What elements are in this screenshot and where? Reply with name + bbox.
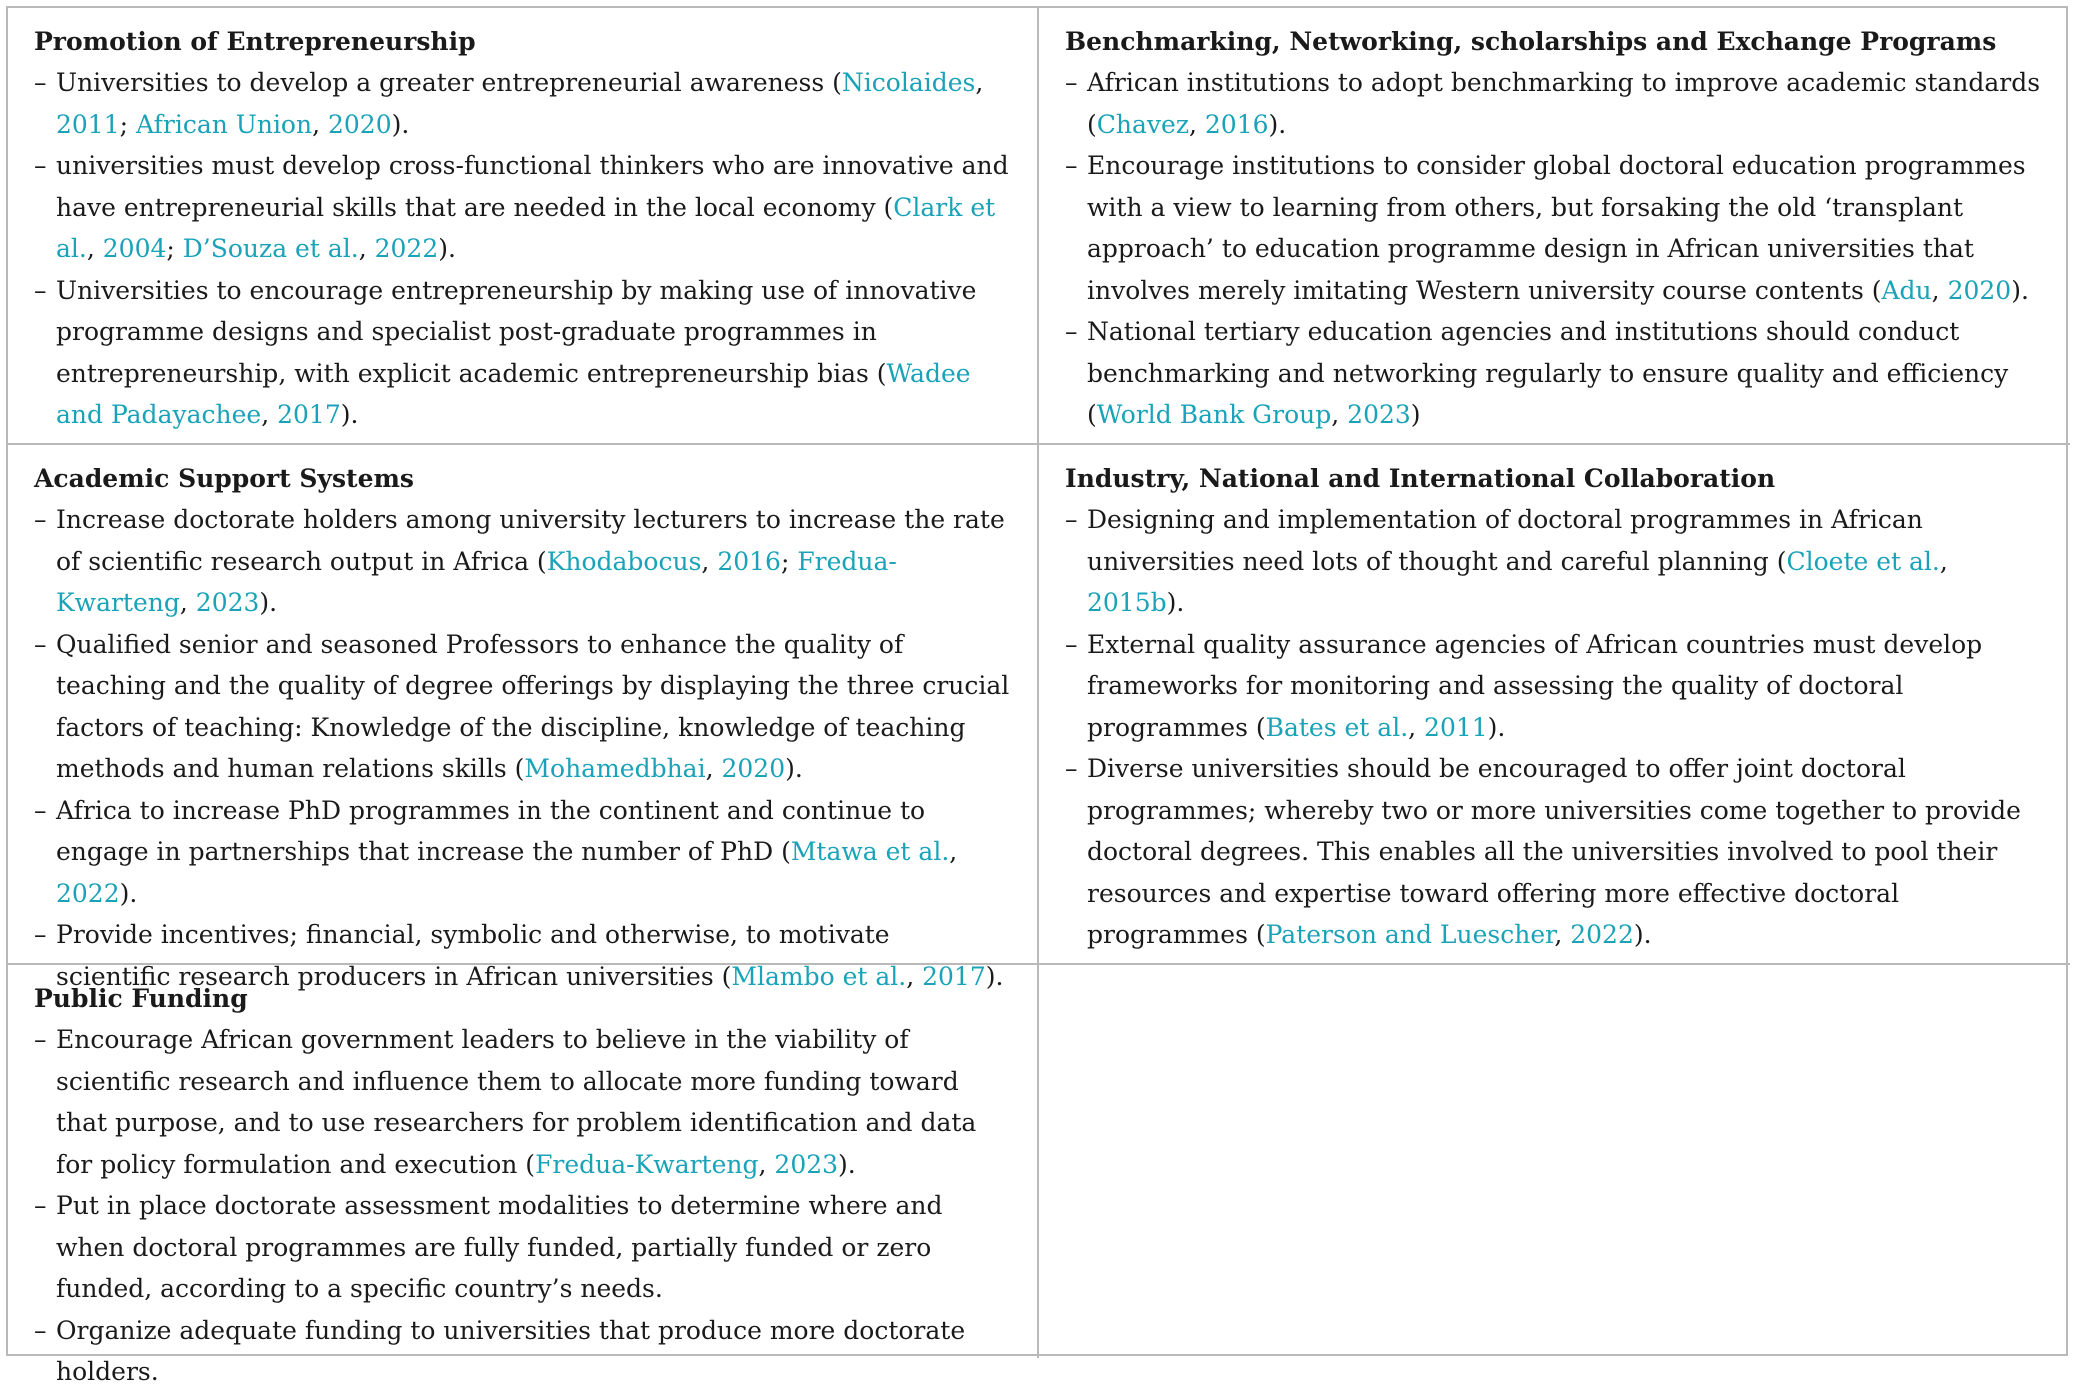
citation-link[interactable]: 2017 [277,400,341,429]
cell-heading: Benchmarking, Networking, scholarships and Exchange Programs [1065,27,1997,56]
citation-link[interactable]: 2016 [1204,109,1269,139]
bullet-text: ). [1166,588,1185,617]
dash-marker: – [34,275,47,305]
bullet-text: , [705,754,722,783]
bullet-item [34,1019,1011,1185]
citation-link[interactable]: 2016 [717,546,781,576]
bullet-item [34,62,1011,145]
dash-marker: – [1065,151,1078,180]
bullet-text: Universities to encourage entrepreneurship by making use of innovative programme designs and specialist post-graduate programmes in entrepreneurship, with explicit academic entrepreneurship bias ( [56,275,977,388]
citation-link[interactable]: 2020 [328,109,392,139]
cell-empty [1039,965,2070,1358]
bullet-text: ). [259,588,278,617]
bullet-list [1065,499,2044,956]
citation-link[interactable]: Bates et al. [1265,712,1409,742]
bullet-text: , [1408,712,1425,742]
citation-link[interactable]: Mlambo et al. [731,961,907,991]
bullet-text: Increase doctorate holders among university lecturers to increase the rate of scientific research output in Africa ( [56,505,1005,576]
citation-link[interactable]: Chavez [1096,109,1189,139]
bullet-item [34,270,1011,436]
citation-link[interactable]: 2023 [195,588,260,617]
bullet-item [1065,748,2044,956]
bullet-text: , [1939,546,1948,576]
bullet-item [1065,499,2044,624]
citation-link[interactable]: Fredua-Kwarteng [56,546,897,617]
bullet-item [1065,145,2044,311]
bullet-text: ). [838,1149,856,1179]
bullet-text: Diverse universities should be encouraged to offer joint doctoral programmes; whereby two or more universities come together to provide doctoral degrees. This enables all the universities involved to pool their resources and expertise toward offering more effective doctoral programmes ( [1087,754,2021,949]
citation-link[interactable]: Mohamedbhai [524,754,706,783]
bullet-text: , [312,109,328,139]
citation-link[interactable]: World Bank Group [1096,400,1332,429]
bullet-text: , [86,234,103,263]
bullet-text: , [1331,400,1348,429]
citation-link[interactable]: 2022 [56,878,120,908]
bullet-text: Universities to develop a greater entrepreneurial awareness ( [56,68,842,97]
bullet-text: ). [2011,275,2029,305]
citation-link[interactable]: Clark et al. [56,192,996,263]
citation-link[interactable]: 2022 [374,234,439,263]
cell-heading: Public Funding [34,984,248,1013]
dash-marker: – [1065,505,1078,534]
bullet-text: , [906,961,923,991]
bullet-item [34,624,1011,790]
dash-marker: – [34,920,47,949]
bullet-list [34,499,1011,997]
citation-link[interactable]: 2015b [1087,588,1167,617]
bullet-text: ; [119,109,136,139]
bullet-text: , [261,400,278,429]
dash-marker: – [34,629,47,659]
bullet-text: External quality assurance agencies of African countries must develop frameworks for monitoring and assessing the quality of doctoral programmes ( [1087,629,1983,742]
dash-marker: – [34,505,47,534]
bullet-text: , [1931,275,1948,305]
bullet-text: , [1554,920,1571,949]
bullet-item [34,1310,1011,1393]
cell-public-funding [8,965,1039,1386]
bullet-text: , [758,1149,775,1179]
bullet-text: ; [166,234,183,263]
citation-link[interactable]: Cloete et al. [1786,546,1940,576]
citation-link[interactable]: 2023 [1347,400,1411,429]
cell-benchmarking-networking [1039,8,2070,445]
citation-link[interactable]: Mtawa et al. [790,837,950,866]
bullet-text: , [1189,109,1205,139]
citation-link[interactable]: African Union [136,109,313,139]
dash-marker: – [34,1025,47,1054]
citation-link[interactable]: D’Souza et al. [182,234,359,263]
cell-academic-support-systems [8,445,1039,991]
bullet-text: Put in place doctorate assessment modalities to determine where and when doctoral programmes are fully funded, partially funded or zero funded, according to a specific country’s needs. [56,1191,943,1303]
dash-marker: – [1065,68,1078,97]
citation-link[interactable]: Khodabocus [546,546,702,576]
bullet-text: , [949,837,958,866]
bullet-text: ). [391,109,410,139]
citation-link[interactable]: Adu [1881,275,1932,305]
bullet-item [34,790,1011,915]
citation-link[interactable]: 2004 [102,234,167,263]
bullet-text: Africa to increase PhD programmes in the continent and continue to engage in partnerships that increase the number of PhD ( [56,795,926,866]
cell-heading: Academic Support Systems [34,464,415,493]
bullet-item [1065,311,2044,436]
bullet-text: universities must develop cross-functional thinkers who are innovative and have entrepreneurial skills that are needed in the local economy ( [56,151,1009,222]
dash-marker: – [34,151,47,180]
cell-promotion-of-entrepreneurship [8,8,1039,445]
dash-marker: – [1065,317,1078,346]
citation-link[interactable]: 2022 [1570,920,1634,949]
bullet-item [34,145,1011,270]
citation-link[interactable]: 2011 [1424,712,1488,742]
citation-link[interactable]: Paterson and Luescher [1265,920,1555,949]
citation-link[interactable]: 2023 [774,1149,839,1179]
bullet-item [1065,624,2044,749]
bullet-text: Encourage institutions to consider global doctoral education programmes with a view to learning from others, but forsaking the old ‘transplant approach’ to education programme design in African universities that involves merely imitating Western university course contents ( [1087,151,2026,305]
bullet-text: National tertiary education agencies and institutions should conduct benchmarking and networking regularly to ensure quality and efficiency ( [1087,317,2009,429]
cell-industry-collaboration [1039,445,2070,965]
cell-heading: Promotion of Entrepreneurship [34,27,476,56]
dash-marker: – [34,795,47,825]
citation-link[interactable]: Fredua-Kwarteng [535,1149,759,1179]
dash-marker: – [34,68,47,97]
citation-link[interactable]: 2020 [1947,275,2012,305]
bullet-item [1065,62,2044,145]
bullet-text: ). [340,400,359,429]
bullet-list [34,1019,1011,1393]
recommendations-table [6,6,2068,1386]
bullet-text: ). [785,754,803,783]
bullet-text: , [179,588,196,617]
dash-marker: – [1065,754,1078,783]
bullet-text: ) [1410,400,1421,429]
bullet-text: Organize adequate funding to universities that produce more doctorate holders. [56,1315,966,1386]
citation-link[interactable]: 2020 [721,754,786,783]
dash-marker: – [1065,629,1078,659]
dash-marker: – [34,1191,47,1220]
citation-link[interactable]: Wadee and Padayachee [56,358,971,429]
citation-link[interactable]: 2017 [922,961,986,991]
citation-link[interactable]: Nicolaides [841,68,976,97]
bullet-text: ; [780,546,798,576]
bullet-item [34,1185,1011,1310]
bullet-text: , [358,234,375,263]
bullet-text: Encourage African government leaders to believe in the viability of scientific research and influence them to allocate more funding toward that purpose, and to use researchers for problem identification and data for policy formulation and execution ( [56,1025,977,1179]
dash-marker: – [34,1315,47,1345]
bullet-list [34,62,1011,436]
cell-heading: Industry, National and International Collaboration [1065,464,1776,493]
bullet-text: , [975,68,984,97]
bullet-text: ). [985,961,1004,991]
bullet-text: African institutions to adopt benchmarking to improve academic standards ( [1087,68,2041,139]
bullet-text: Provide incentives; financial, symbolic and otherwise, to motivate scientific research producers in African universities ( [56,920,890,991]
bullet-item [34,499,1011,624]
bullet-text: , [701,546,718,576]
bullet-text: ). [1633,920,1652,949]
bullet-text: Designing and implementation of doctoral programmes in African universities need lots of thought and careful planning ( [1087,505,1923,576]
bullet-text: ). [119,878,138,908]
bullet-text: ). [438,234,456,263]
bullet-text: Qualified senior and seasoned Professors to enhance the quality of teaching and the quality of degree offerings by displaying the three crucial factors of teaching: Knowledge of the discipline, knowledge of teaching methods and human relations skills ( [56,629,1010,783]
bullet-text: ). [1487,712,1506,742]
bullet-text: ). [1268,109,1287,139]
bullet-list [1065,62,2044,436]
citation-link[interactable]: 2011 [56,109,120,139]
